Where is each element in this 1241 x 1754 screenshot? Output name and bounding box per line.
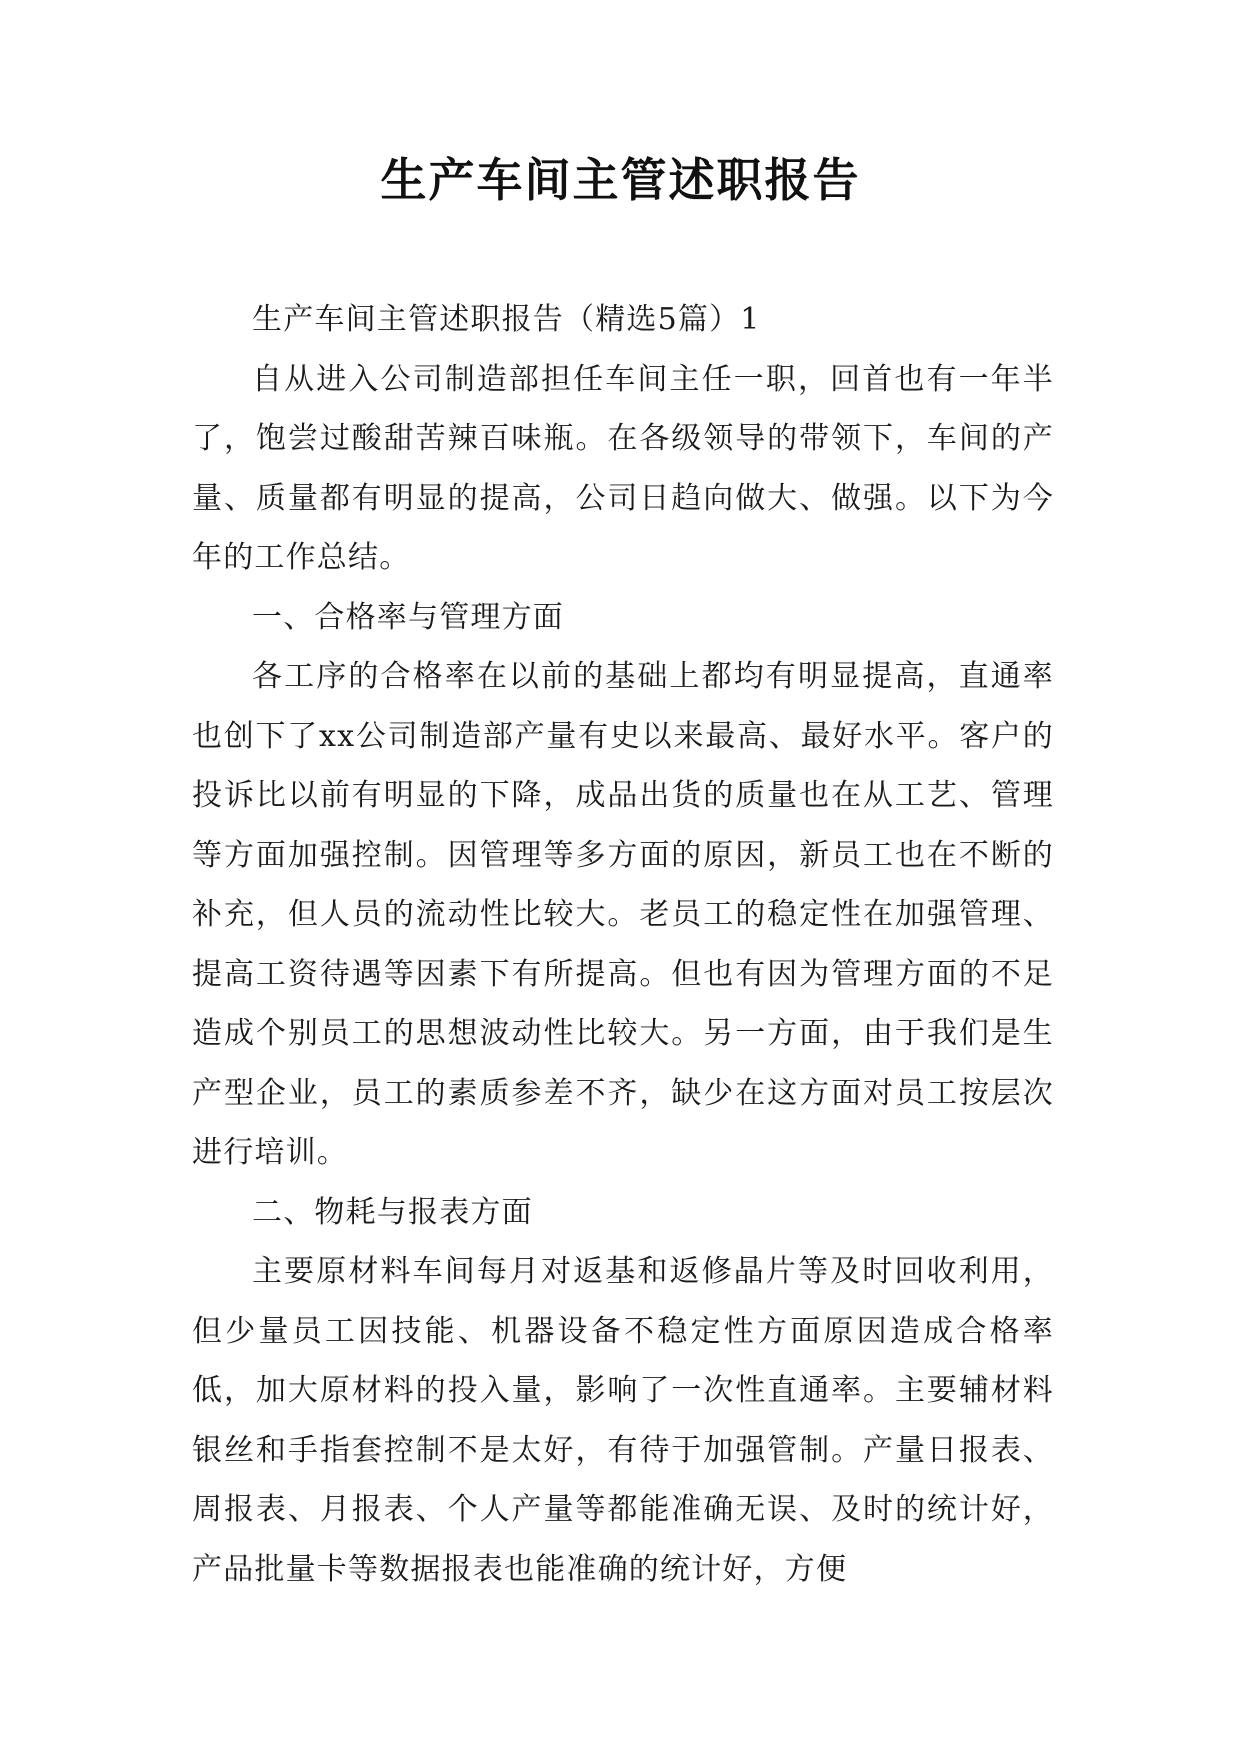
subtitle-paragraph: 生产车间主管述职报告（精选5篇）1	[252, 302, 761, 337]
document-title: 生产车间主管述职报告	[380, 153, 861, 207]
section-heading-quality: 一、合格率与管理方面	[252, 599, 564, 635]
intro-paragraph: 自从进入公司制造部担任车间主任一职，回首也有一年半了，饱尝过酸甜苦辣百味瓶。在各级领导的带领下，车间的产量、质量都有明显的提高，公司日趋向做大、做强。以下为今年的工作总结。	[192, 361, 1054, 575]
materials-paragraph: 主要原材料车间每月对返基和返修晶片等及时回收利用，但少量员工因技能、机器设备不稳定性方面原因造成合格率低，加大原材料的投入量，影响了一次性直通率。主要辅材料银丝和手指套控制不是太好，有待于加强管制。产量日报表、周报表、月报表、个人产量等都能准确无误、及时的统计好，产品批量卡等数据报表也能准确的统计好，方便	[192, 1254, 1054, 1587]
section-heading-materials: 二、物耗与报表方面	[252, 1194, 533, 1230]
quality-paragraph: 各工序的合格率在以前的基础上都均有明显提高，直通率也创下了xx公司制造部产量有史以来最高、最好水平。客户的投诉比以前有明显的下降，成品出货的质量也在从工艺、管理等方面加强控制。因管理等多方面的原因，新员工也在不断的补充，但人员的流动性比较大。老员工的稳定性在加强管理、提高工资待遇等因素下有所提高。但也有因为管理方面的不足造成个别员工的思想波动性比较大。另一方面，由于我们是生产型企业，员工的素质参差不齐，缺少在这方面对员工按层次进行培训。	[192, 659, 1054, 1170]
document-body	[192, 290, 1054, 1599]
